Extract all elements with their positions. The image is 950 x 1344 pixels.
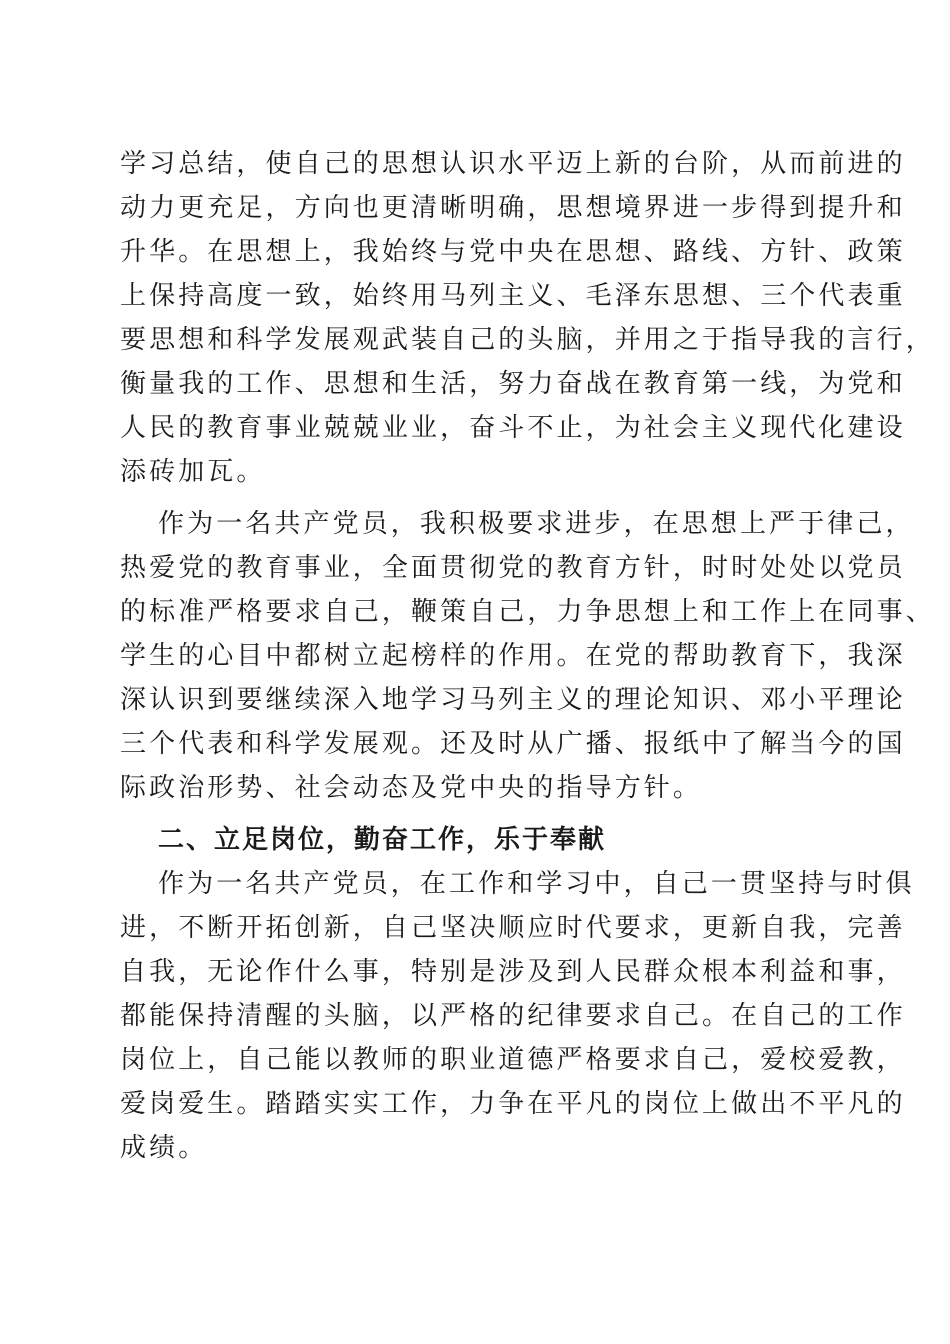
paragraph-3-line-3: 自我，无论作什么事，特别是涉及到人民群众根本利益和事， [120,957,906,987]
paragraph-3-line-6: 爱岗爱生。踏踏实实工作，力争在平凡的岗位上做出不平凡的 [120,1089,906,1119]
paragraph-2-line-4: 学生的心目中都树立起榜样的作用。在党的帮助教育下，我深 [120,641,906,671]
paragraph-3-line-4: 都能保持清醒的头脑，以严格的纪律要求自己。在自己的工作 [120,1001,906,1031]
paragraph-2-line-7: 际政治形势、社会动态及党中央的指导方针。 [120,773,703,803]
paragraph-2-line-3: 的标准严格要求自己，鞭策自己，力争思想上和工作上在同事、 [120,597,935,627]
paragraph-1-line-1: 学习总结，使自己的思想认识水平迈上新的台阶，从而前进的 [120,149,906,179]
paragraph-2-line-6: 三个代表和科学发展观。还及时从广播、报纸中了解当今的国 [120,729,906,759]
paragraph-2-line-1: 作为一名共产党员，我积极要求进步，在思想上严于律己， [158,509,915,539]
paragraph-1-line-2: 动力更充足，方向也更清晰明确，思想境界进一步得到提升和 [120,193,906,223]
paragraph-2-line-5: 深认识到要继续深入地学习马列主义的理论知识、邓小平理论 [120,685,906,715]
paragraph-3-line-2: 进，不断开拓创新，自己坚决顺应时代要求，更新自我，完善 [120,913,906,943]
paragraph-1-line-5: 要思想和科学发展观武装自己的头脑，并用之于指导我的言行， [120,325,935,355]
paragraph-1-line-3: 升华。在思想上，我始终与党中央在思想、路线、方针、政策 [120,237,906,267]
paragraph-1-line-7: 人民的教育事业兢兢业业，奋斗不止，为社会主义现代化建设 [120,413,906,443]
paragraph-1-line-8: 添砖加瓦。 [120,457,266,487]
paragraph-2-line-2: 热爱党的教育事业，全面贯彻党的教育方针，时时处处以党员 [120,553,906,583]
section-heading: 二、立足岗位，勤奋工作，乐于奉献 [158,825,607,855]
paragraph-3-line-1: 作为一名共产党员，在工作和学习中，自己一贯坚持与时俱 [158,869,915,899]
paragraph-3-line-5: 岗位上，自己能以教师的职业道德严格要求自己，爱校爱教， [120,1045,906,1075]
paragraph-1-line-6: 衡量我的工作、思想和生活，努力奋战在教育第一线，为党和 [120,369,906,399]
paragraph-3-line-7: 成绩。 [120,1133,208,1163]
paragraph-1-line-4: 上保持高度一致，始终用马列主义、毛泽东思想、三个代表重 [120,281,906,311]
